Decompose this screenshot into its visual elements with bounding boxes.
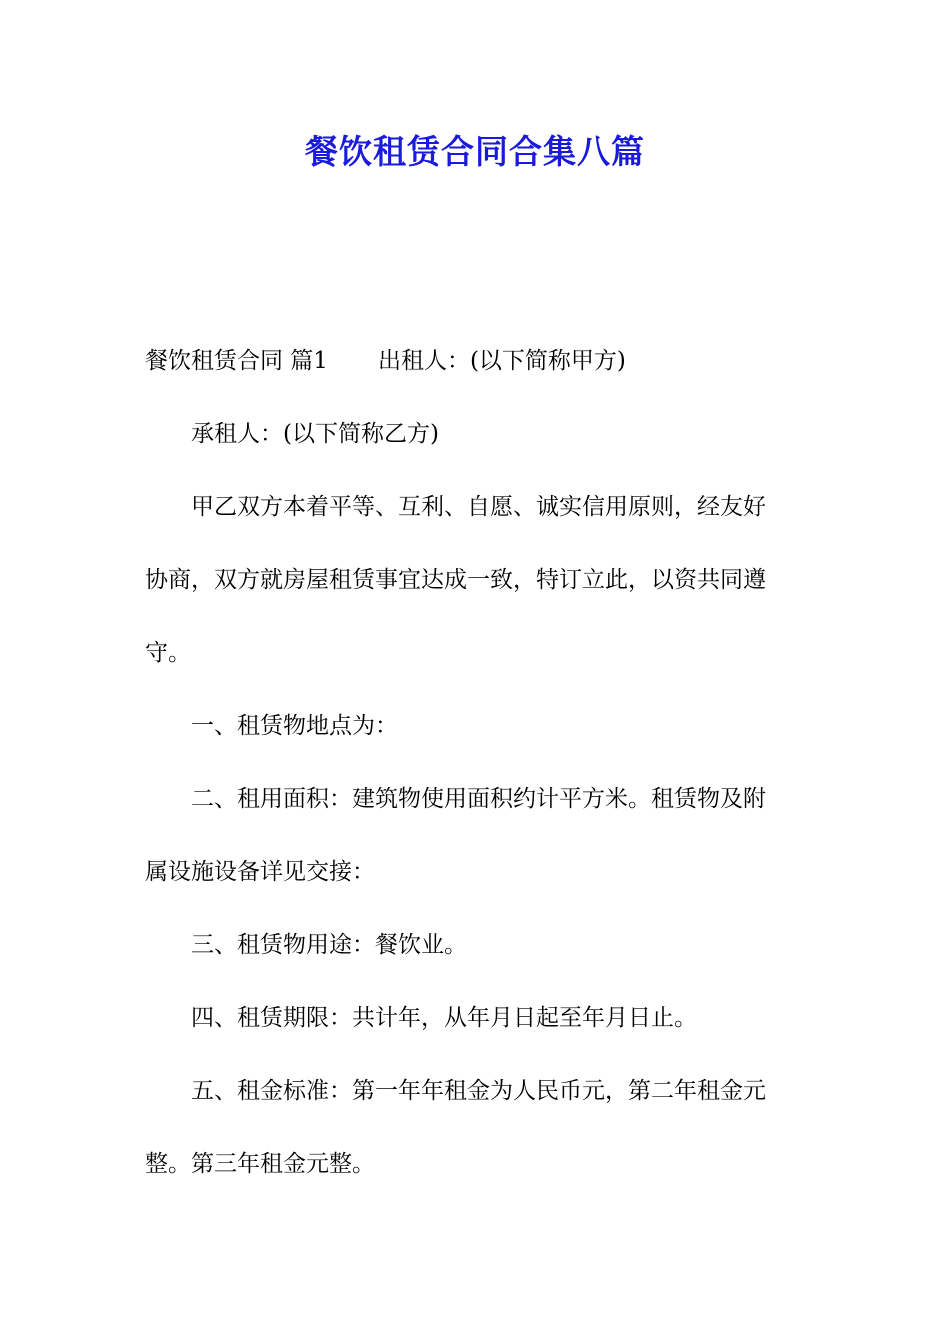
paragraph-text: 五、租金标准：第一年年租金为人民币元，第二年租金元 <box>191 1078 766 1104</box>
lessor-line: 出租人：(以下简称甲方) <box>377 348 626 374</box>
paragraph-text: 整。第三年租金元整。 <box>145 1151 375 1177</box>
paragraph-text: 属设施设备详见交接： <box>145 859 375 885</box>
contract-heading: 餐饮租赁合同 篇1 <box>145 348 328 374</box>
paragraph-text: 四、租赁期限：共计年，从年月日起至年月日止。 <box>191 1005 697 1031</box>
paragraph-line <box>145 1066 810 1116</box>
paragraph-line <box>145 1139 810 1189</box>
paragraph-line <box>145 555 810 605</box>
paragraph-line <box>145 920 810 970</box>
lessee-text: 承租人：(以下简称乙方) <box>191 421 439 447</box>
paragraph-line <box>145 628 810 678</box>
paragraph-line <box>145 482 810 532</box>
paragraph-line <box>145 993 810 1043</box>
paragraph-text: 二、租用面积：建筑物使用面积约计平方米。租赁物及附 <box>191 786 766 812</box>
paragraph-text: 协商，双方就房屋租赁事宜达成一致，特订立此，以资共同遵 <box>145 567 766 593</box>
paragraph-line <box>145 701 810 751</box>
contract-heading-line <box>145 336 810 386</box>
paragraph-text: 守。 <box>145 640 191 666</box>
document-title: 餐饮租赁合同合集八篇 <box>305 132 645 171</box>
document-body <box>145 336 810 1189</box>
lessee-line <box>145 409 810 459</box>
paragraph-line <box>145 774 810 824</box>
paragraph-line <box>145 847 810 897</box>
paragraph-text: 一、租赁物地点为： <box>191 713 398 739</box>
paragraph-text: 三、租赁物用途：餐饮业。 <box>191 932 467 958</box>
paragraph-text: 甲乙双方本着平等、互利、自愿、诚实信用原则，经友好 <box>191 494 766 520</box>
